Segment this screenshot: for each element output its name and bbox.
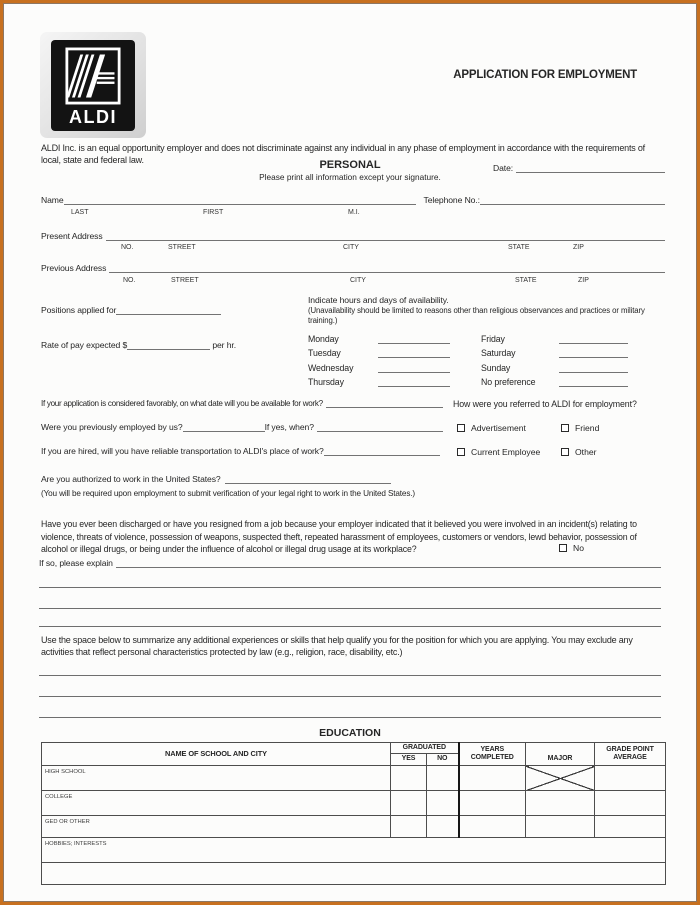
aldi-logo — [40, 32, 146, 138]
date-row — [493, 163, 665, 173]
rate-row — [41, 340, 236, 350]
education-extra-cell[interactable] — [42, 863, 666, 885]
authorized-field[interactable] — [225, 474, 391, 484]
name-sublabels — [3, 209, 700, 219]
explain-line[interactable] — [39, 626, 661, 627]
edu-major-cell[interactable] — [526, 816, 595, 838]
previous-address-row — [41, 263, 665, 273]
telephone-label: Telephone No.: — [423, 195, 480, 205]
wednesday-label: Wednesday — [308, 362, 354, 373]
street-sublabel: STREET — [168, 244, 196, 251]
school-column-header: NAME OF SCHOOL AND CITY — [42, 743, 391, 766]
monday-hours-field[interactable] — [378, 334, 450, 344]
ged-name-cell[interactable] — [42, 816, 391, 838]
previous-address-sublabels — [3, 277, 700, 287]
explain-line[interactable] — [39, 587, 661, 588]
graduated-column-header: GRADUATED — [391, 743, 459, 754]
previously-employed-question: Were you previously employed by us? — [41, 422, 183, 432]
high-school-label: HIGH SCHOOL — [45, 769, 86, 775]
referral-option-other[interactable] — [561, 447, 597, 457]
explain-row — [39, 558, 661, 568]
high-school-name-cell[interactable] — [42, 766, 391, 791]
availability-note: (Unavailability should be limited to reasons other than religious observances and practices or military training.) — [308, 306, 645, 325]
education-section-heading: EDUCATION — [319, 727, 381, 739]
referral-option-current-employee[interactable] — [457, 447, 540, 457]
name-label: Name — [41, 195, 64, 205]
college-label: COLLEGE — [45, 794, 73, 800]
thursday-label: Thursday — [308, 377, 344, 388]
aldi-stripes-icon — [65, 47, 121, 105]
name-field[interactable] — [64, 195, 416, 205]
present-address-field[interactable] — [106, 231, 665, 241]
college-row — [42, 791, 666, 816]
availability-row — [308, 344, 665, 359]
no-label: No — [573, 543, 584, 553]
zip-sublabel: ZIP — [578, 277, 589, 284]
availability-row — [308, 373, 665, 388]
edu-gpa-cell[interactable] — [595, 816, 666, 838]
no-sublabel: NO. — [121, 244, 134, 251]
present-address-label: Present Address — [41, 231, 103, 241]
positions-label: Positions applied for — [41, 305, 117, 315]
skills-line[interactable] — [39, 675, 661, 676]
referral-option-advertisement[interactable] — [457, 423, 526, 433]
edu-no-cell[interactable] — [427, 816, 459, 838]
completed-line: COMPLETED — [470, 754, 514, 761]
friend-checkbox[interactable] — [561, 424, 569, 432]
tuesday-label: Tuesday — [308, 348, 341, 359]
saturday-hours-field[interactable] — [559, 348, 628, 358]
edu-yes-cell[interactable] — [391, 791, 427, 816]
other-checkbox[interactable] — [561, 448, 569, 456]
hobbies-label: HOBBIES; INTERESTS — [45, 841, 107, 847]
explain-line[interactable] — [39, 608, 661, 609]
edu-major-crossed-cell — [526, 766, 595, 791]
present-address-sublabels — [3, 244, 700, 254]
skills-line[interactable] — [39, 717, 661, 718]
edu-years-cell[interactable] — [459, 816, 526, 838]
monday-label: Monday — [308, 333, 339, 344]
edu-yes-cell[interactable] — [391, 816, 427, 838]
ged-row — [42, 816, 666, 838]
transportation-question: If you are hired, will you have reliable transportation to ALDI's place of work? — [41, 446, 324, 456]
city-sublabel: CITY — [350, 277, 366, 284]
aldi-logo-box — [51, 40, 135, 131]
personal-subheading: Please print all information except your signature. — [259, 172, 441, 182]
page-title: APPLICATION FOR EMPLOYMENT — [453, 69, 637, 81]
available-date-question: If your application is considered favorably, on what date will you be available for work? — [41, 399, 323, 408]
sunday-label: Sunday — [481, 362, 511, 373]
availability-heading: Indicate hours and days of availability. — [308, 295, 449, 305]
tuesday-hours-field[interactable] — [378, 348, 450, 358]
personal-section-heading: PERSONAL — [319, 159, 381, 171]
education-extra-row — [42, 863, 666, 885]
no-preference-hours-field[interactable] — [559, 377, 628, 387]
no-sublabel: NO. — [123, 277, 136, 284]
transportation-field[interactable] — [324, 446, 440, 456]
state-sublabel: STATE — [508, 244, 530, 251]
present-address-row — [41, 231, 665, 241]
friday-hours-field[interactable] — [559, 334, 628, 344]
edu-major-cell[interactable] — [526, 791, 595, 816]
edu-years-cell[interactable] — [459, 766, 526, 791]
transportation-row — [41, 446, 440, 456]
positions-row — [41, 305, 221, 315]
edu-gpa-cell[interactable] — [595, 766, 666, 791]
explain-field[interactable] — [116, 558, 661, 568]
high-school-row — [42, 766, 666, 791]
edu-yes-cell[interactable] — [391, 766, 427, 791]
no-column-header: NO — [427, 754, 459, 766]
advertisement-checkbox[interactable] — [457, 424, 465, 432]
referral-heading: How were you referred to ALDI for employment? — [453, 399, 637, 409]
rate-field[interactable] — [127, 340, 210, 350]
gpa-column-header — [595, 743, 666, 766]
zip-sublabel: ZIP — [573, 244, 584, 251]
other-label: Other — [575, 447, 597, 457]
grade-point-line: GRADE POINT — [606, 745, 654, 753]
previously-employed-field[interactable] — [183, 422, 265, 432]
years-completed-column-header — [459, 743, 526, 766]
eeo-statement: ALDI Inc. is an equal opportunity employer and does not discriminate against any individual in any phase of employment in accordance with the requirements of local, state and federal law. — [41, 143, 645, 165]
additional-skills-text: Use the space below to summarize any additional experiences or skills that help qualify you for the position for which you are applying. You may exclude any activities that reflect personal characteristics protected by law (e.g., religion, race, disability, etc.) — [41, 635, 633, 657]
positions-field[interactable] — [116, 305, 221, 315]
previously-employed-row — [41, 422, 443, 432]
edu-gpa-cell[interactable] — [595, 791, 666, 816]
authorized-note: (You will be required upon employment to submit verification of your legal right to work in the United States.) — [41, 489, 415, 498]
discharge-question: Have you ever been discharged or have you resigned from a job because your employer indicated that it believed you were involved in an incident(s) relating to violence, threats of violence, possession of weapons, suspected theft, repeated harassment of employees, customers or vendors, lewd behavior, possession of alcohol or illegal drugs, or being under the influence of alcohol or illegal drug usage at its workplace? — [41, 519, 637, 555]
edu-no-cell[interactable] — [427, 791, 459, 816]
availability-row — [308, 358, 665, 373]
current-employee-checkbox[interactable] — [457, 448, 465, 456]
if-yes-when-field[interactable] — [317, 422, 443, 432]
first-sublabel: FIRST — [203, 209, 224, 216]
edu-no-cell[interactable] — [427, 766, 459, 791]
ged-label: GED OR OTHER — [45, 819, 90, 825]
friend-label: Friend — [575, 423, 600, 433]
wednesday-hours-field[interactable] — [378, 363, 450, 373]
aldi-logo-text: ALDI — [69, 107, 117, 127]
availability-block — [308, 295, 665, 387]
skills-line[interactable] — [39, 696, 661, 697]
average-line: AVERAGE — [613, 754, 647, 761]
thursday-hours-field[interactable] — [378, 377, 450, 387]
major-column-header: MAJOR — [526, 743, 595, 766]
last-sublabel: LAST — [71, 209, 89, 216]
telephone-field[interactable] — [480, 195, 665, 205]
no-preference-label: No preference — [481, 377, 536, 388]
hobbies-interests-cell[interactable] — [42, 838, 666, 863]
mi-sublabel: M.I. — [348, 209, 360, 216]
previous-address-label: Previous Address — [41, 263, 107, 273]
hobbies-row — [42, 838, 666, 863]
referral-option-friend[interactable] — [561, 423, 599, 433]
availability-row — [308, 329, 665, 344]
name-row — [41, 195, 665, 205]
state-sublabel: STATE — [515, 277, 537, 284]
authorized-row — [41, 474, 391, 484]
sunday-hours-field[interactable] — [559, 363, 628, 373]
current-employee-label: Current Employee — [471, 447, 541, 457]
college-name-cell[interactable] — [42, 791, 391, 816]
edu-years-cell[interactable] — [459, 791, 526, 816]
street-sublabel: STREET — [171, 277, 199, 284]
per-hr-label: per hr. — [212, 340, 236, 350]
saturday-label: Saturday — [481, 348, 516, 359]
explain-label: If so, please explain — [39, 558, 113, 568]
date-field[interactable] — [516, 163, 665, 173]
education-table — [41, 742, 666, 885]
yes-column-header: YES — [391, 754, 427, 766]
friday-label: Friday — [481, 333, 505, 344]
available-date-row — [41, 398, 443, 408]
years-line: YEARS — [480, 745, 505, 753]
advertisement-label: Advertisement — [471, 423, 526, 433]
authorized-question: Are you authorized to work in the United States? — [41, 474, 221, 484]
city-sublabel: CITY — [343, 244, 359, 251]
discharge-no-option[interactable] — [559, 543, 584, 553]
date-label: Date: — [493, 163, 514, 173]
if-yes-when-label: If yes, when? — [264, 422, 314, 432]
rate-label: Rate of pay expected $ — [41, 340, 128, 350]
no-checkbox[interactable] — [559, 544, 567, 552]
available-date-field[interactable] — [326, 398, 443, 408]
previous-address-field[interactable] — [109, 263, 665, 273]
